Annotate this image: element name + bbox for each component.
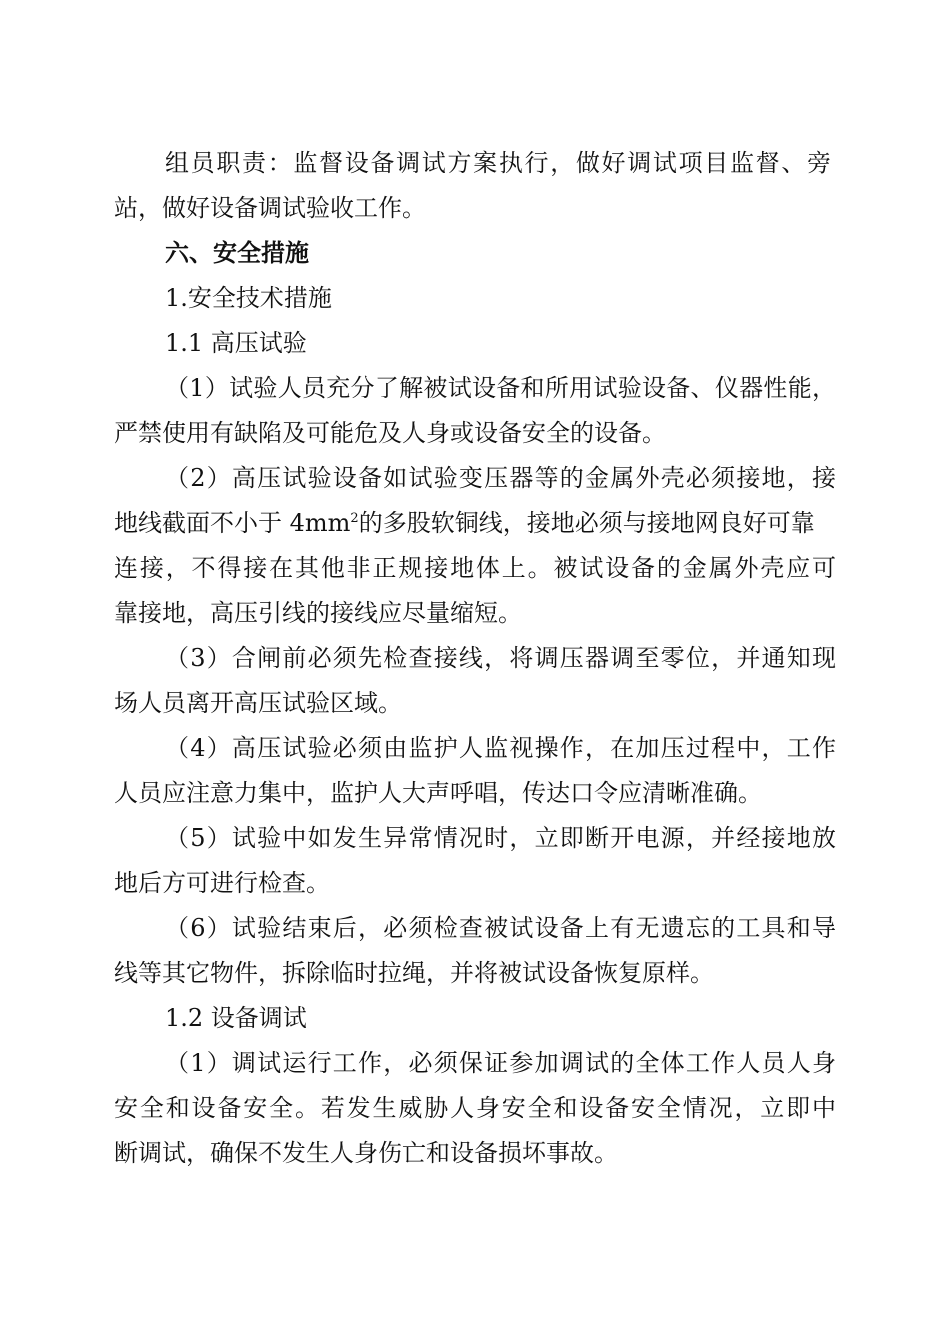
paragraph-line: 组员职责：监督设备调试方案执行，做好调试项目监督、旁 [165,149,831,177]
superscript: 2 [350,511,359,526]
paragraph-line: 站，做好设备调试验收工作。 [114,194,426,222]
paragraph-line: （1）试验人员充分了解被试设备和所用试验设备、仪器性能， [165,374,836,402]
paragraph-line: 线等其它物件，拆除临时拉绳，并将被试设备恢复原样。 [114,959,714,987]
paragraph-line: （6）试验结束后，必须检查被试设备上有无遗忘的工具和导 [165,914,836,942]
paragraph-line: （1）调试运行工作，必须保证参加调试的全体工作人员人身 [165,1049,836,1077]
paragraph-line: （2）高压试验设备如试验变压器等的金属外壳必须接地，接 [165,464,836,492]
paragraph-line: 安全和设备安全。若发生威胁人身安全和设备安全情况，立即中 [114,1094,836,1122]
paragraph-line: （4）高压试验必须由监护人监视操作，在加压过程中，工作 [165,734,836,762]
paragraph-line: 地后方可进行检查。 [114,869,330,897]
paragraph-line: 连接，不得接在其他非正规接地体上。被试设备的金属外壳应可 [114,554,836,582]
paragraph-line: 严禁使用有缺陷及可能危及人身或设备安全的设备。 [114,419,666,447]
paragraph-line: 场人员离开高压试验区域。 [114,689,402,717]
text-run: 的多股软铜线，接地必须与接地网良好可靠 [358,509,815,537]
text-run: 地线截面不小于 4mm [114,509,351,537]
paragraph-line: 断调试，确保不发生人身伤亡和设备损坏事故。 [114,1139,618,1167]
paragraph-line [114,508,836,538]
paragraph-line: 靠接地，高压引线的接线应尽量缩短。 [114,599,522,627]
subsection-heading: 1.安全技术措施 [165,284,332,312]
paragraph-line: 人员应注意力集中，监护人大声呼唱，传达口令应清晰准确。 [114,779,762,807]
subsection-heading: 1.1 高压试验 [165,329,307,357]
subsection-heading: 1.2 设备调试 [165,1004,307,1032]
section-heading: 六、安全措施 [165,238,309,267]
paragraph-line: （5）试验中如发生异常情况时，立即断开电源，并经接地放 [165,824,836,852]
paragraph-line: （3）合闸前必须先检查接线，将调压器调至零位，并通知现 [165,644,836,672]
